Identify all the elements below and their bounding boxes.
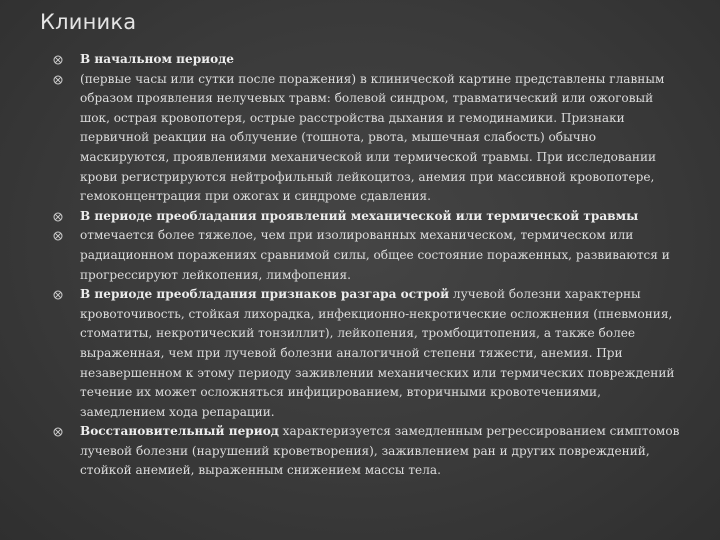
circle-cross-icon — [53, 290, 63, 300]
item-text: отмечается более тяжелое, чем при изолированных механическом, термическом или радиационном поражениях сравнимой силы, общее состояние пораженных, развиваются и прогрессируют лейкопения, лимфопения. — [80, 228, 670, 282]
circle-cross-icon — [53, 75, 63, 85]
item-text: характеризуется замедленным регрессированием симптомов лучевой болезни (нарушений кроветворения), заживлением ран и других повреждений, стойкой анемией, выраженным снижением массы тела. — [80, 424, 680, 478]
list-item — [0, 226, 720, 285]
item-text: (первые часы или сутки после поражения) в клинической картине представлены главным образом проявления нелучевых травм: болевой синдром, травматический или ожоговый шок, острая кровопотеря, острые расстройства дыхания и гемодинамики. Признаки первичной реакции на облучение (тошнота, рвота, мышечная слабость) обычно маскируются, проявлениями механической или термической травмы. При исследовании крови регистрируются нейтрофильный лейкоцитоз, анемия при массивной кровопотере, гемоконцентрация при ожогах и синдроме сдавления. — [80, 71, 665, 204]
item-text: лучевой болезни характерны кровоточивость, стойкая лихорадка, инфекционно-некротические осложнения (пневмония, стоматиты, некротический тонзиллит), лейкопения, тромбоцитопения, а также более выраженная, чем при лучевой болезни аналогичной степени тяжести, анемия. При незавершенном к этому периоду заживлении механических или термических повреждений течение их может осложняться инфицированием, вторичными кровотечениями, замедлением хода репарации. — [80, 287, 675, 419]
bullet-list — [0, 50, 720, 481]
item-bold-text: В периоде преобладания признаков разгара острой — [80, 287, 450, 302]
list-item — [0, 285, 720, 422]
list-item — [0, 50, 720, 70]
slide-title: Клиника — [40, 10, 137, 34]
item-bold-text: Восстановительный период — [80, 424, 279, 439]
circle-cross-icon — [53, 212, 63, 222]
circle-cross-icon — [53, 231, 63, 241]
item-bold-text: В периоде преобладания проявлений механической или термической травмы — [80, 208, 639, 223]
item-bold-text: В начальном периоде — [80, 52, 234, 66]
list-item — [0, 207, 720, 227]
list-item — [0, 70, 720, 207]
circle-cross-icon — [53, 427, 63, 437]
list-item — [0, 422, 720, 481]
circle-cross-icon — [53, 55, 63, 65]
